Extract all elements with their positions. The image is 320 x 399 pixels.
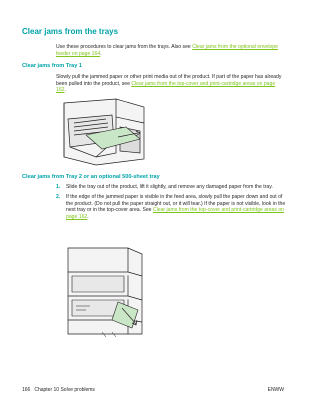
step-1-number: 1. bbox=[56, 184, 61, 190]
intro-paragraph bbox=[56, 44, 282, 57]
step-2-end: . bbox=[87, 214, 89, 221]
tray2-heading: Clear jams from Tray 2 or an optional 500-sheet tray bbox=[22, 174, 160, 180]
tray1-text: Slowly pull the jammed paper or other print media out of the product. If part of the paper has already been pulled into the product, see bbox=[56, 74, 282, 87]
page-heading: Clear jams from the trays bbox=[22, 27, 119, 36]
step-2-text: If the edge of the jammed paper is visible in the feed area, slowly pull the paper down and out of the product. (Do not pull the paper straight out, or it will tear.) If the paper is not visible, look in the next tray or in the top-cover area. See bbox=[66, 194, 286, 214]
footer-page-number: 166 bbox=[22, 387, 31, 393]
step-2-paragraph bbox=[66, 194, 286, 221]
intro-end: . bbox=[100, 50, 102, 57]
intro-link[interactable]: Clear jams from the optional envelope feeder on page 164 bbox=[56, 44, 278, 57]
tray1-end: . bbox=[64, 87, 66, 94]
footer-chapter: Chapter 10 Solve problems bbox=[34, 387, 95, 393]
footer-right: ENWW bbox=[267, 387, 284, 393]
tray2-jam-illustration bbox=[62, 244, 150, 338]
tray1-heading: Clear jams from Tray 1 bbox=[22, 63, 83, 69]
step-2-number: 2. bbox=[56, 194, 61, 200]
footer-left bbox=[22, 387, 95, 393]
tray1-jam-illustration bbox=[56, 97, 148, 167]
step-2-link[interactable]: Clear jams from the top-cover and print-cartridge areas on page 162 bbox=[66, 207, 285, 221]
tray1-link[interactable]: Clear jams from the top-cover and print-cartridge areas on page 162 bbox=[56, 80, 276, 94]
tray1-paragraph bbox=[56, 74, 284, 94]
step-1-text: Slide the tray out of the product, lift it slightly, and remove any damaged paper from the tray. bbox=[66, 184, 273, 190]
intro-text: Use these procedures to clear jams from the trays. Also see bbox=[56, 44, 193, 50]
